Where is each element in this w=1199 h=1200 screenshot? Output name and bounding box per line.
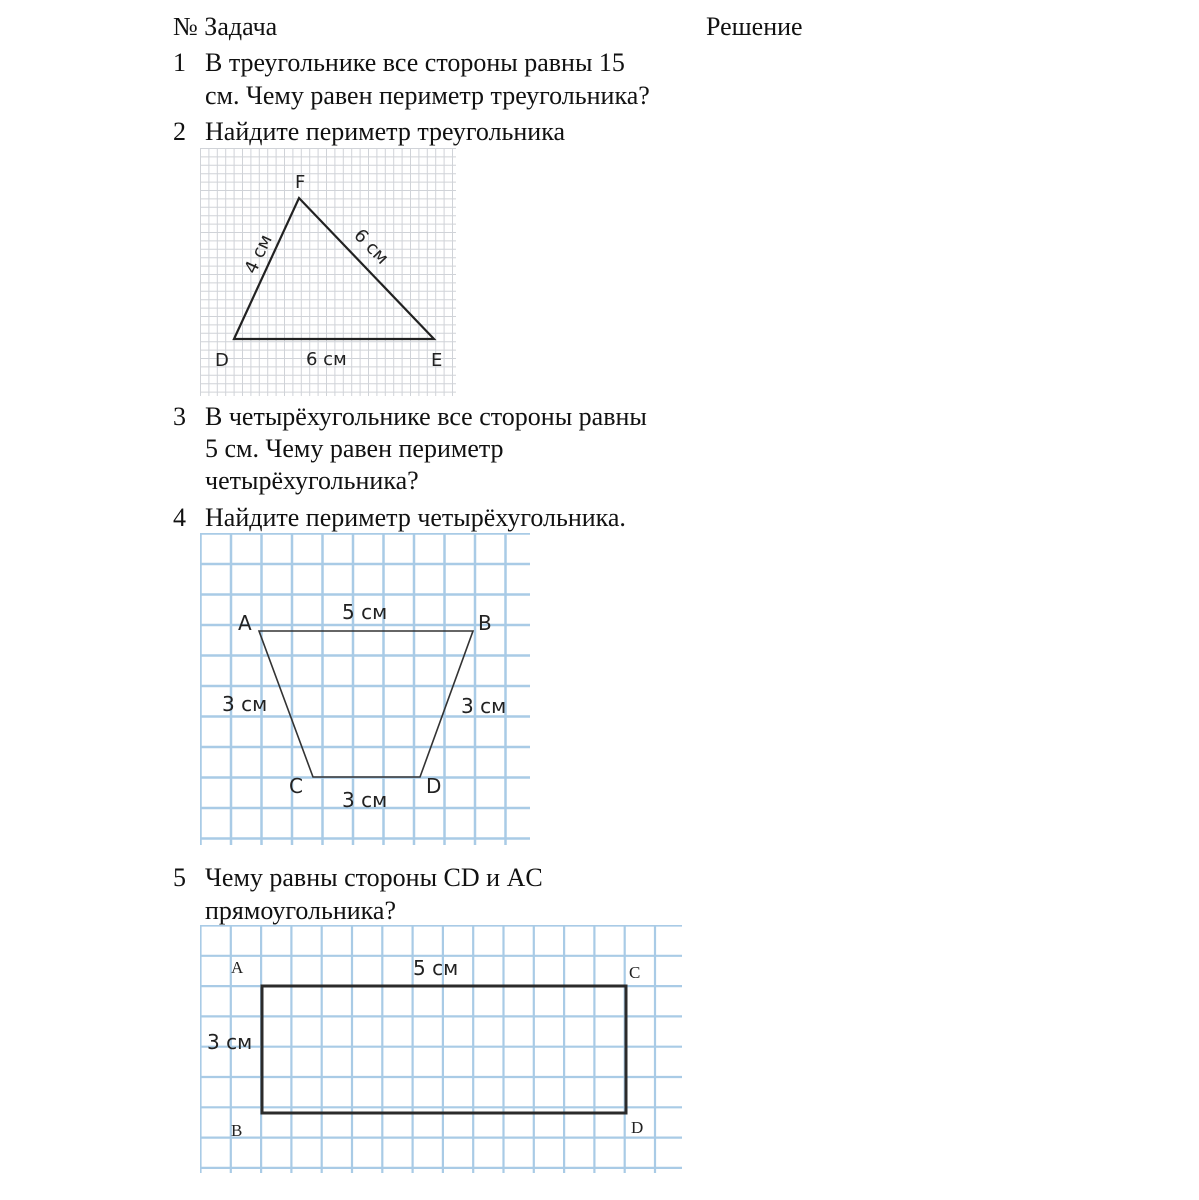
vertex-label-c: C xyxy=(629,963,641,982)
vertex-label-d: D xyxy=(631,1118,644,1137)
task-5-text-line-1: Чему равны стороны CD и AC xyxy=(205,863,543,892)
task-2-triangle-figure xyxy=(200,148,456,396)
side-label-cd: 3 см xyxy=(342,788,388,812)
task-3-text-line-1: В четырёхугольнике все стороны равны xyxy=(205,402,647,431)
side-label-fe: 6 см xyxy=(349,224,393,269)
task-1-text-line-1: В треугольнике все стороны равны 15 xyxy=(205,48,625,77)
vertex-label-b: B xyxy=(231,1121,243,1140)
vertex-label-e: E xyxy=(431,350,443,371)
header-task-column: № Задача xyxy=(173,12,278,41)
side-label-ac: 5 см xyxy=(413,956,459,980)
vertex-label-d: D xyxy=(215,350,229,371)
side-label-ab: 3 см xyxy=(207,1030,253,1054)
vertex-label-c: C xyxy=(289,774,303,798)
task-5-rectangle-figure xyxy=(200,925,682,1173)
task-5-number: 5 xyxy=(173,863,186,892)
task-3-number: 3 xyxy=(173,402,186,431)
vertex-label-d: D xyxy=(426,774,442,798)
task-3-text-line-3: четырёхугольника? xyxy=(205,466,419,495)
task-3-text-line-2: 5 см. Чему равен периметр xyxy=(205,434,504,463)
side-label-ab: 5 см xyxy=(342,600,388,624)
side-label-ac: 3 см xyxy=(222,692,268,716)
task-2-number: 2 xyxy=(173,117,186,146)
vertex-label-a: A xyxy=(231,958,244,977)
task-4-text-line-1: Найдите периметр четырёхугольника. xyxy=(205,503,626,532)
task-1-text-line-2: см. Чему равен периметр треугольника? xyxy=(205,81,650,110)
vertex-label-a: A xyxy=(238,611,252,635)
rectangle-acdb xyxy=(262,986,626,1113)
task-5-text-line-2: прямоугольника? xyxy=(205,896,396,925)
side-label-de: 6 см xyxy=(306,349,347,370)
side-label-bd: 3 см xyxy=(461,694,507,718)
header-solution-column: Решение xyxy=(706,12,803,41)
task-4-trapezoid-figure xyxy=(200,533,530,845)
task-2-text-line-1: Найдите периметр треугольника xyxy=(205,117,566,146)
vertex-label-f: F xyxy=(295,172,306,193)
vertex-label-b: B xyxy=(478,611,492,635)
side-label-df: 4 см xyxy=(240,231,277,278)
task-1-number: 1 xyxy=(173,48,186,77)
triangle-def xyxy=(234,198,434,339)
task-4-number: 4 xyxy=(173,503,186,532)
